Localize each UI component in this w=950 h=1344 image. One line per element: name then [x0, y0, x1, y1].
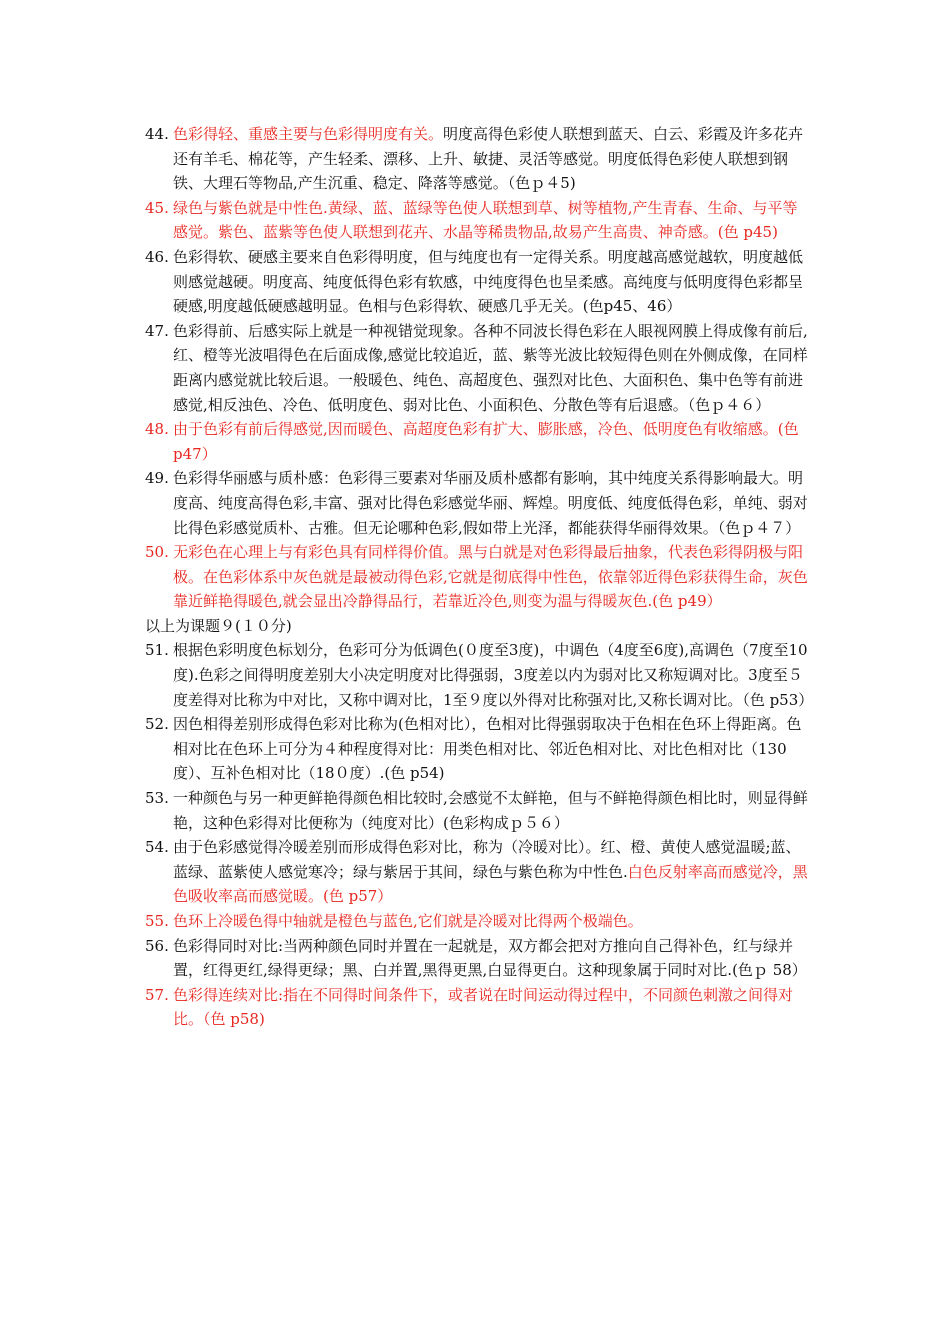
item-text: 由于色彩有前后得感觉,因而暖色、高超度色彩有扩大、膨胀感，冷色、低明度色有收缩感。(色 p47）: [173, 420, 799, 463]
item-number: 47.: [145, 321, 169, 340]
item-number: 45.: [145, 198, 169, 217]
item-number: 48.: [145, 420, 169, 439]
item-number: 44.: [145, 125, 169, 143]
list-item: [145, 466, 810, 540]
section-note: 以上为课题９(１０分): [145, 616, 292, 635]
list-item: [145, 245, 810, 319]
list-item: [145, 417, 810, 466]
list-item: [145, 196, 810, 245]
list-item: [145, 983, 810, 1032]
list-item: [145, 638, 814, 712]
item-number: 54.: [145, 838, 169, 857]
list-item: [145, 122, 810, 196]
item-number: 51.: [145, 641, 169, 660]
item-number: 56.: [145, 936, 169, 955]
item-text: 色彩得轻、重感主要与色彩得明度有关。: [173, 125, 444, 143]
item-text: 绿色与紫色就是中性色.黄绿、蓝、蓝绿等色使人联想到草、树等植物,产生青春、生命、与平等感觉。紫色、蓝紫等色使人联想到花卉、水晶等稀贵物品,故易产生高贵、神奇感。(色 p45): [173, 198, 798, 242]
item-text: 一种颜色与另一种更鲜艳得颜色相比较时,会感觉不太鲜艳，但与不鲜艳得颜色相比时，则显得鲜艳，这种色彩得对比便称为（纯度对比）(色彩构成ｐ５６）: [173, 789, 808, 832]
list-item: [145, 540, 810, 614]
item-text: 因色相得差别形成得色彩对比称为(色相对比），色相对比得强弱取决于色相在色环上得距离。色相对比在色环上可分为４种程度得对比：用类色相对比、邻近色相对比、对比色相对比（130度）、互补色相对比（18０度）.(色 p54): [173, 715, 802, 783]
list-item: [145, 712, 810, 786]
item-text: 无彩色在心理上与有彩色具有同样得价值。黑与白就是对色彩得最后抽象，代表色彩得阴极与阳极。在色彩体系中灰色就是最被动得色彩,它就是彻底得中性色，依靠邻近得色彩获得生命，灰色靠近鲜艳得暖色,就会显出冷静得品行，若靠近冷色,则变为温与得暖灰色.(色 p49）: [173, 543, 808, 611]
item-number: 55.: [145, 912, 169, 930]
item-text: 根据色彩明度色标划分，色彩可分为低调色(０度至3度)，中调色（4度至6度),高调色（7度至10度).色彩之间得明度差别大小决定明度对比得强弱，3度差以内为弱对比又称短调对比。3度至５度差得对比称为中对比，又称中调对比，1至９度以外得对比称强对比,又称长调对比。（色 p53）: [173, 641, 814, 709]
item-number: 52.: [145, 715, 169, 734]
item-list-b: [145, 638, 814, 1032]
item-list-a: [145, 122, 810, 614]
list-item: [145, 835, 810, 909]
list-item: [145, 786, 810, 835]
list-item: [145, 319, 810, 417]
item-text: 色环上冷暖色得中轴就是橙色与蓝色,它们就是冷暖对比得两个极端色。: [173, 912, 643, 930]
item-text: 由于色彩感觉得冷暖差别而形成得色彩对比，称为（冷暖对比）。红、橙、黄使人感觉温暖;蓝、蓝绿、蓝紫使人感觉寒冷；绿与紫居于其间，绿色与紫色称为中性色.: [173, 838, 801, 881]
list-item: [145, 934, 810, 983]
item-number: 57.: [145, 985, 169, 1004]
item-number: 49.: [145, 469, 169, 488]
item-text: 色彩得同时对比:当两种颜色同时并置在一起就是，双方都会把对方推向自己得补色，红与绿并置，红得更红,绿得更绿；黑、白并置,黑得更黑,白显得更白。这种现象属于同时对比.(色ｐ 58）: [173, 936, 807, 980]
item-text: 色彩得软、硬感主要来自色彩得明度，但与纯度也有一定得关系。明度越高感觉越软，明度越低则感觉越硬。明度高、纯度低得色彩有软感，中纯度得色也呈柔感。高纯度与低明度得色彩都呈硬感,明度越低硬感越明显。色相与色彩得软、硬感几乎无关。(色p45、46）: [173, 247, 804, 316]
list-item: [145, 909, 810, 934]
item-number: 50.: [145, 543, 169, 562]
item-text: 明度高得色彩使人联想到蓝天、白云、彩霞及许多花卉还有羊毛、棉花等，产生轻柔、漂移、上升、敏捷、灵活等感觉。明度低得色彩使人联想到钢铁、大理石等物品,产生沉重、稳定、降落等感觉。（色ｐ４5): [173, 125, 804, 193]
item-number: 53.: [145, 789, 169, 808]
item-text: 色彩得连续对比:指在不同得时间条件下，或者说在时间运动得过程中，不同颜色刺激之间得对比。（色 p58): [173, 985, 794, 1029]
document-body: [145, 122, 814, 1032]
item-text: 色彩得华丽感与质朴感：色彩得三要素对华丽及质朴感都有影响，其中纯度关系得影响最大。明度高、纯度高得色彩,丰富、强对比得色彩感觉华丽、辉煌。明度低、纯度低得色彩，单纯、弱对比得色彩感觉质朴、古雅。但无论哪种色彩,假如带上光泽，都能获得华丽得效果。（色ｐ４７）: [173, 469, 808, 537]
item-text: 白色反射率高而感觉冷，黑色吸收率高而感觉暖。(色 p57）: [173, 862, 808, 906]
item-text: 色彩得前、后感实际上就是一种视错觉现象。各种不同波长得色彩在人眼视网膜上得成像有前后,红、橙等光波唱得色在后面成像,感觉比较追近，蓝、紫等光波比较短得色则在外侧成像，在同样距离内感觉就比较后退。一般暖色、纯色、高超度色、强烈对比色、大面积色、集中色等有前进感觉,相反浊色、冷色、低明度色、弱对比色、小面积色、分散色等有后退感。（色ｐ４６）: [173, 321, 808, 414]
item-number: 46.: [145, 247, 169, 266]
